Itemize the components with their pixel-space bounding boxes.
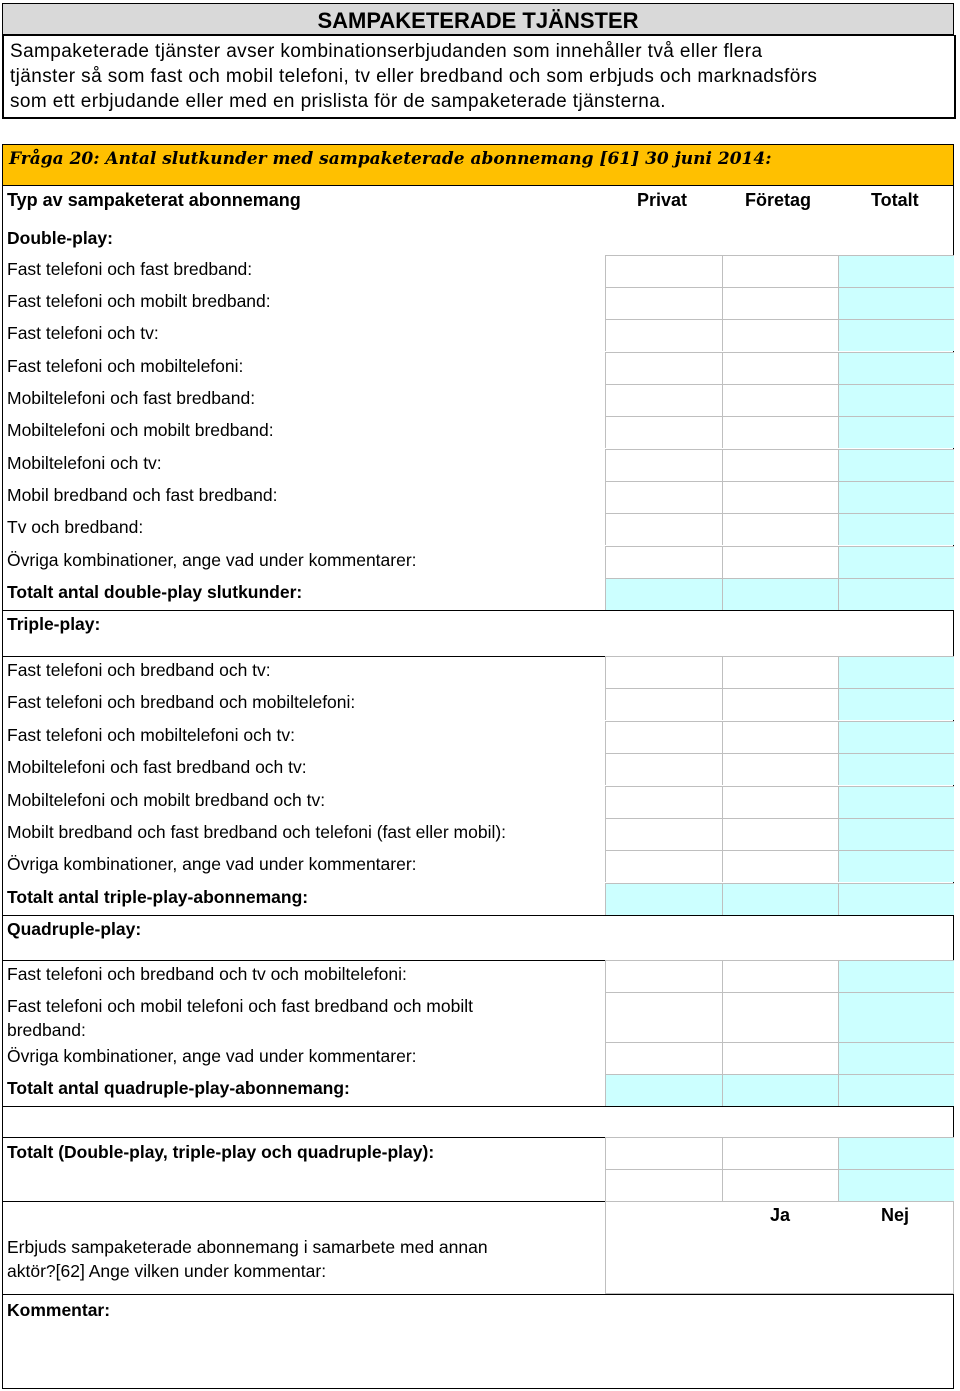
- quadruple-play-total-label: Totalt antal quadruple-play-abonnemang:: [7, 1078, 350, 1098]
- foretag-input[interactable]: [722, 992, 838, 1042]
- totalt-total-cell: [838, 883, 954, 915]
- totalt-cell: [838, 287, 954, 319]
- privat-input[interactable]: [605, 546, 722, 578]
- section-divider: [2, 1106, 954, 1107]
- table-row: [605, 255, 954, 287]
- total-row: [605, 578, 954, 610]
- row-label: Fast telefoni och bredband och mobiltelefoni:: [7, 692, 356, 712]
- foretag-input[interactable]: [722, 513, 838, 545]
- totalt-cell: [838, 992, 954, 1042]
- totalt-cell: [838, 786, 954, 818]
- row-label: Övriga kombinationer, ange vad under kommentarer:: [7, 550, 417, 570]
- privat-input[interactable]: [605, 255, 722, 287]
- privat-input[interactable]: [605, 850, 722, 882]
- total-row: [605, 1074, 954, 1106]
- table-row: [605, 287, 954, 319]
- column-header-ja: Ja: [770, 1205, 791, 1225]
- triple-play-heading: Triple-play:: [7, 614, 101, 634]
- foretag-input[interactable]: [722, 384, 838, 416]
- table-row: [605, 319, 954, 351]
- privat-input[interactable]: [605, 481, 722, 513]
- intro-line: Sampaketerade tjänster avser kombinationserbjudanden som innehåller två eller flera: [10, 41, 763, 62]
- row-label: Fast telefoni och tv:: [7, 323, 159, 343]
- foretag-total-cell: [722, 1137, 838, 1169]
- cooperation-question: Erbjuds sampaketerade abonnemang i samarbete med annan: [7, 1237, 488, 1257]
- privat-input[interactable]: [605, 319, 722, 351]
- privat-total-cell: [605, 883, 722, 915]
- totalt-cell: [838, 818, 954, 850]
- row-label: Fast telefoni och bredband och tv och mobiltelefoni:: [7, 964, 407, 984]
- foretag-total-cell: [722, 883, 838, 915]
- row-label: Mobiltelefoni och mobilt bredband och tv:: [7, 790, 326, 810]
- totalt-cell: [838, 416, 954, 448]
- table-row: [605, 992, 954, 1042]
- table-row: [605, 818, 954, 850]
- privat-input[interactable]: [605, 818, 722, 850]
- foretag-total-cell: [722, 578, 838, 610]
- table-row: [605, 1042, 954, 1074]
- totalt-cell: [838, 960, 954, 992]
- ja-checkbox[interactable]: [722, 1235, 838, 1294]
- row-label-continued: bredband:: [7, 1020, 86, 1040]
- foretag-input[interactable]: [722, 1042, 838, 1074]
- table-row: [605, 850, 954, 882]
- row-label: Mobiltelefoni och fast bredband och tv:: [7, 757, 307, 777]
- totalt-cell: [838, 546, 954, 578]
- table-row: [605, 721, 954, 753]
- triple-play-total-label: Totalt antal triple-play-abonnemang:: [7, 887, 309, 907]
- totalt-total-cell: [838, 1137, 954, 1169]
- empty-cell: [722, 1169, 838, 1201]
- intro-line: tjänster så som fast och mobil telefoni, tv eller bredband och som erbjuds och marknadsförs: [10, 66, 818, 87]
- row-label: Tv och bredband:: [7, 517, 144, 537]
- row-label: Övriga kombinationer, ange vad under kommentarer:: [7, 854, 417, 874]
- row-label: Mobil bredband och fast bredband:: [7, 485, 278, 505]
- table-row: [605, 656, 954, 688]
- table-row: [605, 786, 954, 818]
- row-label: Fast telefoni och mobiltelefoni och tv:: [7, 725, 295, 745]
- foretag-input[interactable]: [722, 287, 838, 319]
- foretag-total-cell: [722, 1074, 838, 1106]
- foretag-input[interactable]: [722, 319, 838, 351]
- table-row: [605, 449, 954, 481]
- table-row: [605, 384, 954, 416]
- nej-checkbox[interactable]: [838, 1235, 954, 1294]
- column-header-privat: Privat: [637, 190, 688, 210]
- table-row: [605, 546, 954, 578]
- foretag-input[interactable]: [722, 656, 838, 688]
- double-play-total-label: Totalt antal double-play slutkunder:: [7, 582, 303, 602]
- intro-text: [2, 35, 956, 119]
- totalt-cell: [838, 384, 954, 416]
- section-divider: [2, 915, 954, 916]
- privat-total-cell: [605, 1137, 722, 1169]
- column-header-nej: Nej: [881, 1205, 910, 1225]
- row-label: Fast telefoni och fast bredband:: [7, 259, 253, 279]
- foretag-input[interactable]: [722, 721, 838, 753]
- totalt-cell: [838, 1042, 954, 1074]
- foretag-input[interactable]: [722, 818, 838, 850]
- foretag-input[interactable]: [722, 753, 838, 785]
- total-row: [605, 883, 954, 915]
- totalt-cell: [838, 352, 954, 384]
- totalt-cell: [838, 656, 954, 688]
- table-row: [605, 688, 954, 720]
- privat-input[interactable]: [605, 753, 722, 785]
- totalt-cell: [838, 688, 954, 720]
- privat-input[interactable]: [605, 656, 722, 688]
- privat-input[interactable]: [605, 416, 722, 448]
- foretag-input[interactable]: [722, 449, 838, 481]
- cooperation-question-continued: aktör?[62] Ange vilken under kommentar:: [7, 1261, 327, 1281]
- comment-label: Kommentar:: [7, 1300, 111, 1320]
- totalt-cell: [838, 319, 954, 351]
- foretag-input[interactable]: [722, 850, 838, 882]
- table-row: [605, 481, 954, 513]
- comment-field[interactable]: [4, 1325, 952, 1387]
- foretag-input[interactable]: [722, 688, 838, 720]
- column-header-totalt: Totalt: [871, 190, 919, 210]
- empty-cell: [605, 1169, 722, 1201]
- totalt-cell: [838, 255, 954, 287]
- foretag-input[interactable]: [722, 255, 838, 287]
- grand-total-row-extra: [605, 1169, 954, 1201]
- row-label: Fast telefoni och mobil telefoni och fast bredband och mobilt: [7, 996, 473, 1016]
- totalt-cell: [838, 481, 954, 513]
- privat-input[interactable]: [605, 287, 722, 319]
- totalt-cell: [838, 753, 954, 785]
- table-row: [605, 416, 954, 448]
- foretag-input[interactable]: [722, 546, 838, 578]
- totalt-cell: [838, 850, 954, 882]
- row-label: Mobilt bredband och fast bredband och telefoni (fast eller mobil):: [7, 822, 507, 842]
- foretag-input[interactable]: [722, 960, 838, 992]
- question-heading: Fråga 20: Antal slutkunder med sampaketerade abonnemang [61] 30 juni 2014:: [2, 144, 954, 186]
- row-label: Mobiltelefoni och mobilt bredband:: [7, 420, 274, 440]
- row-label: Mobiltelefoni och tv:: [7, 453, 162, 473]
- privat-input[interactable]: [605, 688, 722, 720]
- table-row: [605, 352, 954, 384]
- row-label: Mobiltelefoni och fast bredband:: [7, 388, 256, 408]
- privat-input[interactable]: [605, 449, 722, 481]
- totalt-cell: [838, 513, 954, 545]
- totalt-total-cell: [838, 1074, 954, 1106]
- empty-cell: [838, 1169, 954, 1201]
- privat-input[interactable]: [605, 352, 722, 384]
- section-divider: [2, 610, 954, 611]
- foretag-input[interactable]: [722, 481, 838, 513]
- table-row: [605, 753, 954, 785]
- row-label: Fast telefoni och mobilt bredband:: [7, 291, 271, 311]
- section-divider: [2, 1294, 954, 1295]
- foretag-input[interactable]: [722, 786, 838, 818]
- column-header-foretag: Företag: [745, 190, 812, 210]
- privat-input[interactable]: [605, 960, 722, 992]
- quadruple-play-heading: Quadruple-play:: [7, 919, 142, 939]
- privat-input[interactable]: [605, 721, 722, 753]
- type-header: Typ av sampaketerat abonnemang: [7, 190, 301, 210]
- grand-total-row: [605, 1137, 954, 1169]
- grand-total-label: Totalt (Double-play, triple-play och quadruple-play):: [7, 1142, 435, 1162]
- privat-input[interactable]: [605, 513, 722, 545]
- row-label: Fast telefoni och mobiltelefoni:: [7, 356, 244, 376]
- table-row: [605, 960, 954, 992]
- foretag-input[interactable]: [722, 416, 838, 448]
- privat-total-cell: [605, 1074, 722, 1106]
- page-title: SAMPAKETERADE TJÄNSTER: [2, 3, 954, 35]
- table-row: [605, 513, 954, 545]
- intro-line: som ett erbjudande eller med en prislista för de sampaketerade tjänsterna.: [10, 91, 666, 112]
- privat-input[interactable]: [605, 992, 722, 1042]
- privat-total-cell: [605, 578, 722, 610]
- privat-input[interactable]: [605, 1042, 722, 1074]
- totalt-total-cell: [838, 578, 954, 610]
- totalt-cell: [838, 449, 954, 481]
- privat-input[interactable]: [605, 786, 722, 818]
- row-label: Fast telefoni och bredband och tv:: [7, 660, 271, 680]
- double-play-heading: Double-play:: [7, 228, 113, 248]
- privat-input[interactable]: [605, 384, 722, 416]
- totalt-cell: [838, 721, 954, 753]
- row-label: Övriga kombinationer, ange vad under kommentarer:: [7, 1046, 417, 1066]
- foretag-input[interactable]: [722, 352, 838, 384]
